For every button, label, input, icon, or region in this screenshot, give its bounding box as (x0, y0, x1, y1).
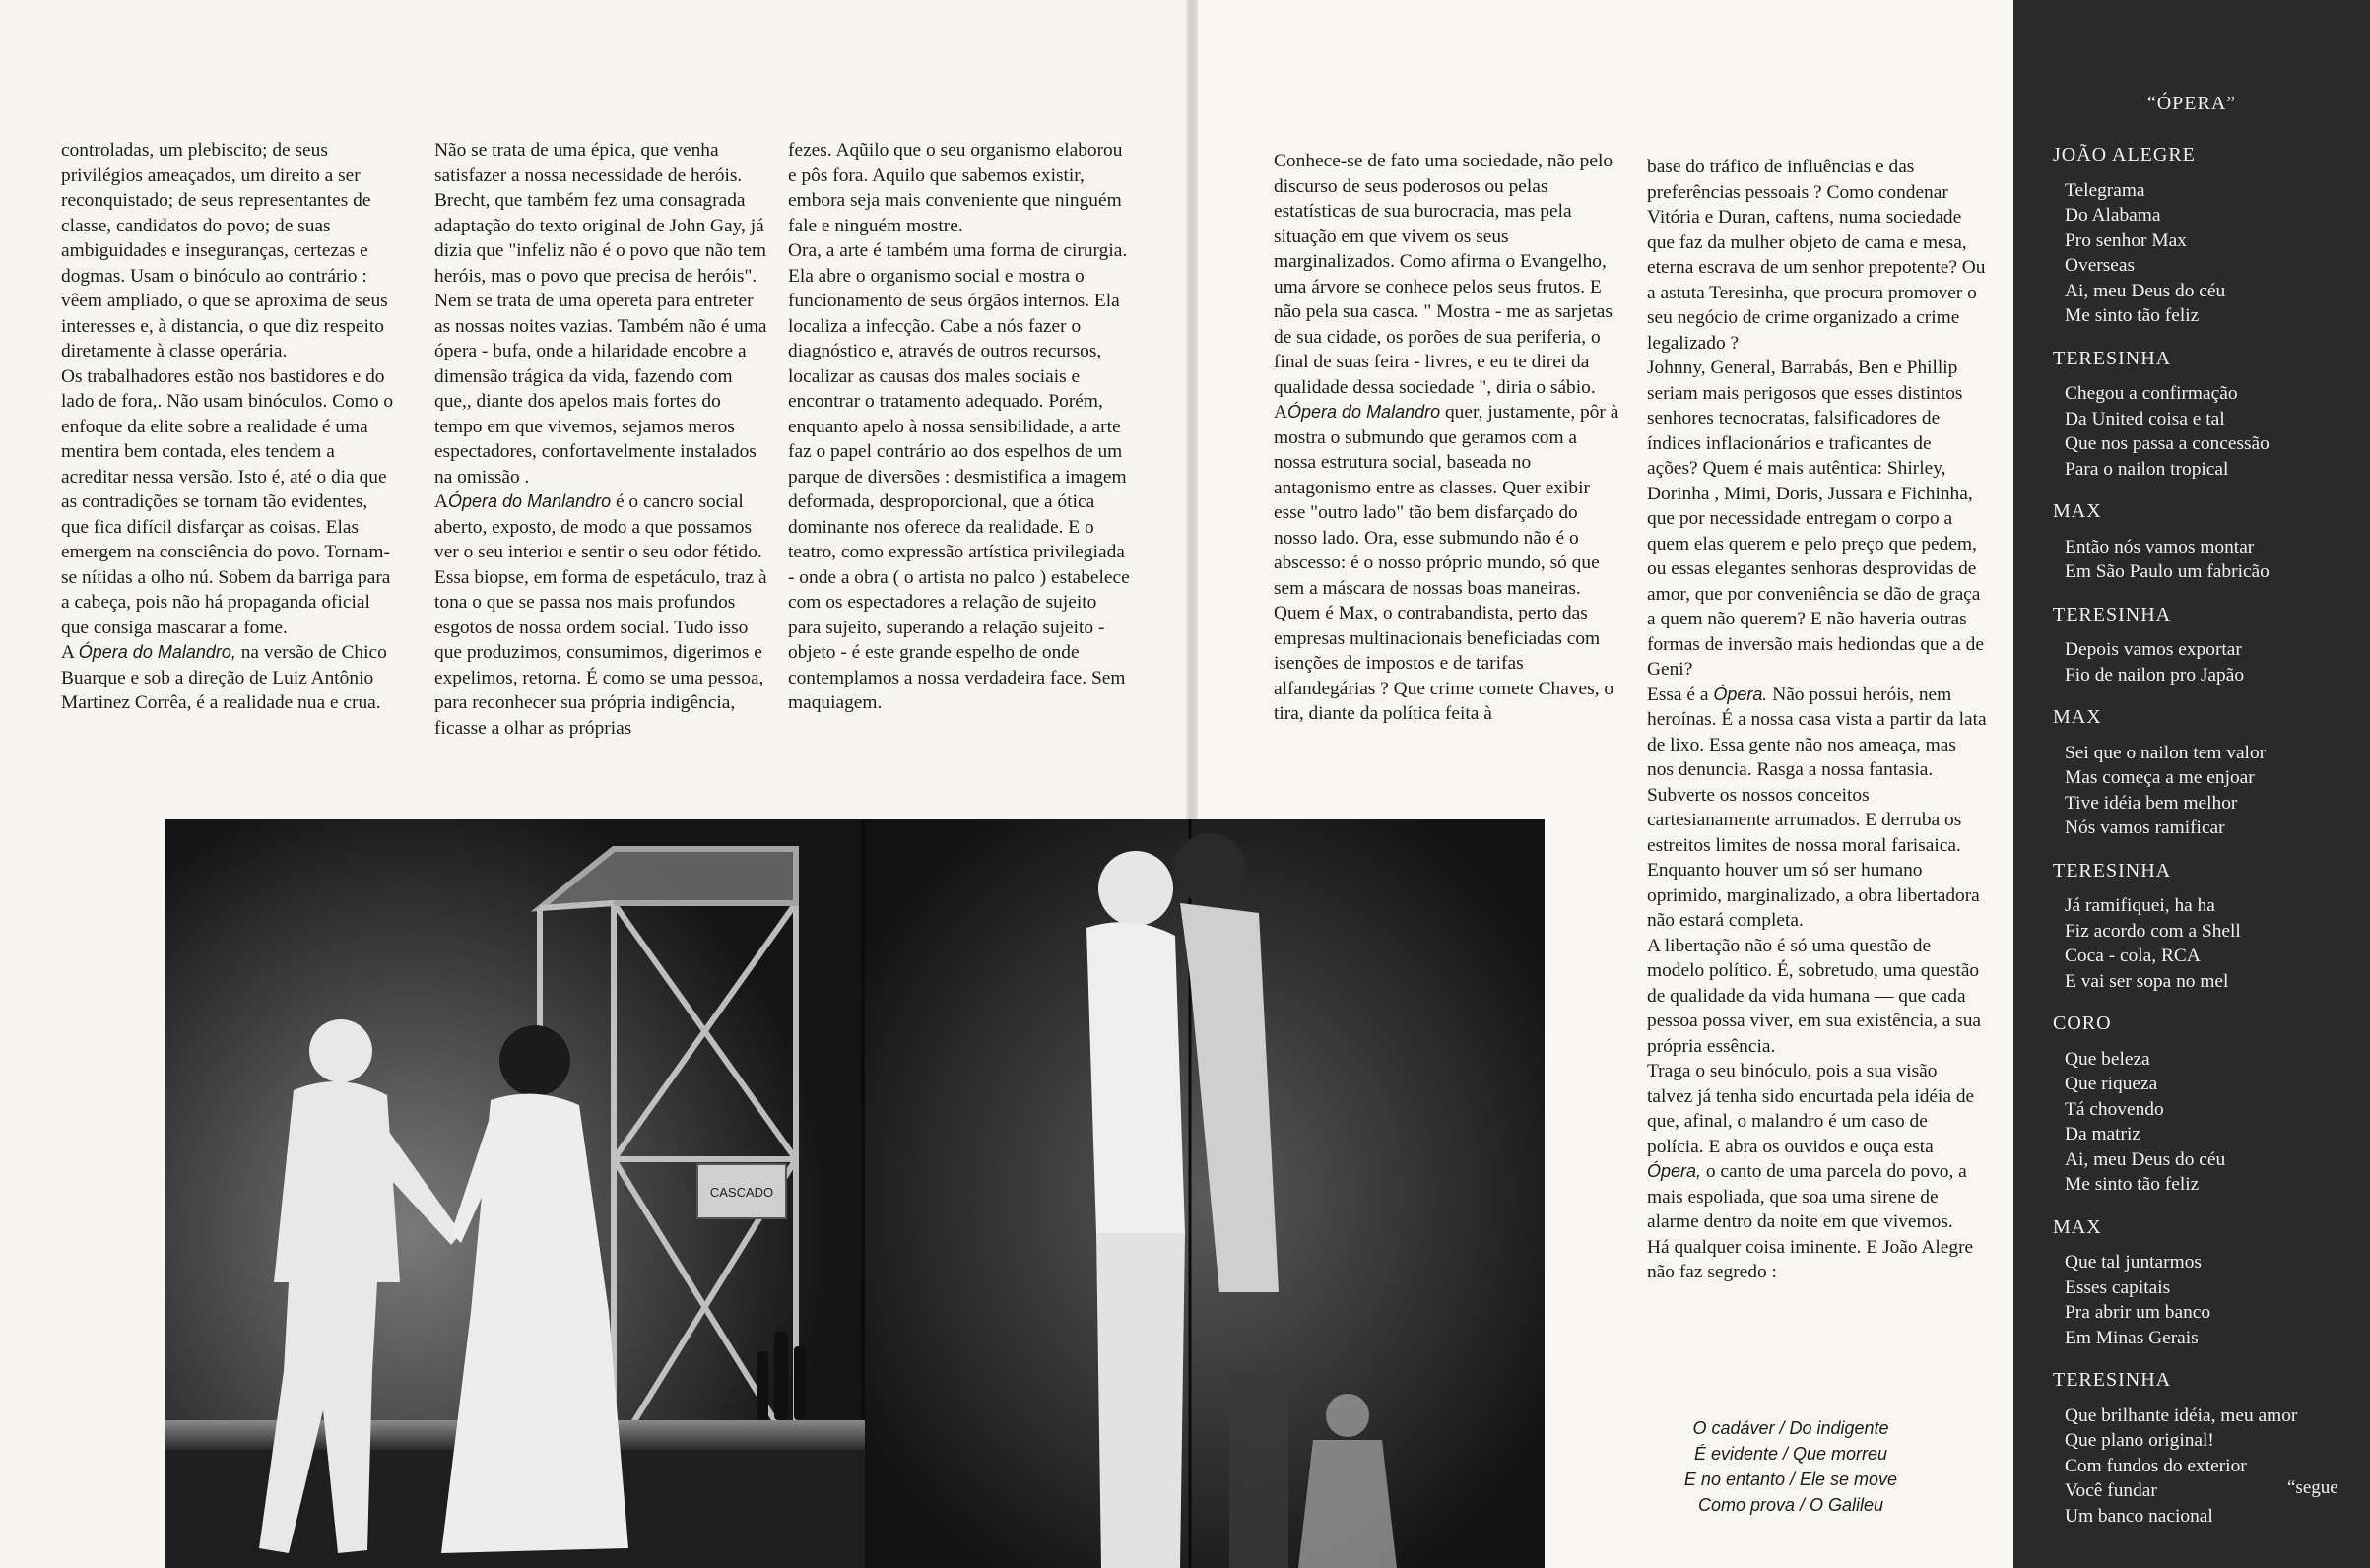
lyric-line: Em São Paulo um fabricão (2065, 561, 2270, 582)
text-column-3 (788, 138, 1133, 716)
paragraph: Johnny, General, Barrabás, Ben e Phillip seriam mais perigosos que esses distintos senhores tecnocratas, falsificadores de índices inflacionários e traficantes de ações? Quem é mais autêntica: Shirley, Dorinha , Mimi, Doris, Jussara e Fichinha, que por necessidade entregam o corpo a quem elas querem e pelo preço que pedem, ou essas elegantes senhoras desprovidas de amor, que por conveniência se dão de graça a quem não querem? E não haveria outras formas de inversão mais hediondas que a de Geni? (1647, 358, 1984, 680)
lyric-line: Que brilhante idéia, meu amor (2065, 1405, 2298, 1426)
lyric-line: Fiz acordo com a Shell (2065, 920, 2241, 942)
lyric-line: Já ramifiquei, ha ha (2065, 895, 2215, 916)
lyric-line: Me sinto tão feliz (2065, 1174, 2200, 1195)
lyrics-block (2053, 705, 2358, 841)
paragraph: Há qualquer coisa iminente. E João Alegre não faz segredo : (1647, 1236, 1974, 1282)
paragraph: Conhece-se de fato uma sociedade, não pelo discurso de seus poderosos ou pelas estatísticas de sua burocracia, mas pela situação em que vivem os seus marginalizados. Como afirma o Evangelho, uma árvore se conhece pelos seus frutos. E não pela sua casca. " Mostra - me as sarjetas de sua cidade, os porões de sua periferia, o final de suas feira - livres, e eu te direi da qualidade dessa sociedade ", diria o sábio. (1274, 151, 1613, 398)
crate-sign-text: CASCADO (709, 1185, 774, 1200)
paragraph: A Ópera do Malandro, na versão de Chico Buarque e sob a direção de Luiz Antônio Martinez Corrêa, é a realidade nua e crua. (61, 642, 387, 713)
poem-line: Como prova / O Galileu (1697, 1495, 1884, 1515)
stage-photo-illustration (165, 819, 1545, 1568)
lyric-line: Ai, meu Deus do céu (2065, 280, 2226, 301)
continued-marker: “segue (2287, 1477, 2338, 1498)
lyric-line: Telegrama (2065, 179, 2145, 201)
lyrics-block (2053, 499, 2358, 585)
paragraph: fezes. Aqũilo que o seu organismo elaborou e pôs fora. Aquilo que sabemos existir, embora seja mais conveniente que ninguém fale e ninguém mostre. (788, 140, 1123, 236)
speaker-name: JOÃO ALEGRE (2053, 144, 2196, 165)
lyric-line: Do Alabama (2065, 205, 2161, 226)
lyric-line: E vai ser sopa no mel (2065, 970, 2229, 992)
paragraph: Essa é a Ópera. Não possui heróis, nem heroínas. É a nossa casa vista a partir da lata de lixo. Essa gente não nos ameaça, mas nos denuncia. Rasga a nossa fantasia. Subverte os nossos conceitos cartesianamente arrumados. E derruba os estreitos limites de nossa moral farisaica. (1647, 684, 1987, 856)
sidebar-lyrics (2053, 143, 2358, 1546)
lyric-line: Em Minas Gerais (2065, 1327, 2199, 1348)
lyric-line: Pro senhor Max (2065, 229, 2187, 251)
speaker-name: MAX (2053, 500, 2102, 522)
paragraph: AÓpera do Malandro quer, justamente, pôr à mostra o submundo que geramos com a nossa estrutura social, baseada no antagonismo entre as classes. Quer exibir esse "outro lado" tão bem disfarçado do nosso lado. Ora, esse submundo não é o abscesso: é o nosso próprio mundo, só que sem a máscara de nossas boas maneiras. Quem é Max, o contrabandista, perto das empresas multinacionais beneficiadas com isenções de impostos e de tarifas alfandegárias ? Que crime comete Chaves, o tira, diante da política feita à (1274, 402, 1619, 724)
lyric-line: Esses capitais (2065, 1276, 2171, 1298)
text-column-5 (1647, 155, 1987, 1285)
paragraph: AÓpera do Manlandro é o cancro social aberto, exposto, de modo a que possamos ver o seu interioı e sentir o seu odor fétido. Essa biopse, em forma de espetáculo, traz à tona o que se passa nos mais profundos esgotos de nossa ordem social. Tudo isso que produzimos, consumimos, digerimos e expelimos, retorna. É como se uma pessoa, para reconhecer sua própria indigência, ficasse a olhar as próprias (434, 491, 767, 739)
lyric-line: Para o nailon tropical (2065, 458, 2229, 480)
lyric-line: Com fundos do exterior (2065, 1455, 2247, 1476)
speaker-name: MAX (2053, 1215, 2102, 1238)
speaker-name: TERESINHA (2053, 347, 2172, 369)
lyric-line: Fio de nailon pro Japão (2065, 664, 2245, 686)
paragraph: Os trabalhadores estão nos bastidores e do lado de fora,. Não usam binóculos. Como o enfoque da elite sobre a realidade é uma mentira bem contada, eles tendem a acreditar nessa versão. Isto é, até o dia que as contradições se tornam tão evidentes, que fica difícil disfarçar as coisas. Elas emergem na consciência do povo. Tornam-se nítidas a olho nú. Sobem da barriga para a cabeça, pois não há propaganda oficial que consiga mascarar a fome. (61, 365, 394, 638)
lyric-line: Chegou a confirmação (2065, 383, 2238, 404)
lyric-line: Pra abrir um banco (2065, 1302, 2211, 1323)
poem-line: É evidente / Que morreu (1693, 1444, 1888, 1464)
lyric-line: Da matriz (2065, 1124, 2140, 1144)
lyric-line: Então nós vamos montar (2065, 536, 2255, 557)
paragraph: Ora, a arte é também uma forma de cirurgia. Ela abre o organismo social e mostra o funcionamento de seus órgãos internos. Ela localiza a infecção. Cabe a nós fazer o diagnóstico e, através de outros recursos, localizar as causas dos males sociais e encontrar o tratamento adequado. Porém, enquanto apelo à nossa sensibilidade, a arte faz o papel contrário ao dos espelhos de um parque de diversões : desmistifica a imagem deformada, desproporcional, que a ótica dominante nos oferece da realidade. E o teatro, como expressão artística privilegiada - onde a obra ( o artista no palco ) estabelece com os espectadores a relação de sujeito para sujeito, superando a relação sujeito - objeto - é este grande espelho de onde contemplamos a nossa verdadeira face. Sem maquiagem. (788, 240, 1130, 713)
lyric-line: Me sinto tão feliz (2065, 305, 2200, 326)
poem-line: E no entanto / Ele se move (1683, 1470, 1898, 1489)
lyrics-block (2053, 859, 2358, 995)
lyrics-block (2053, 603, 2358, 688)
lyric-line: Overseas (2065, 255, 2136, 276)
lyrics-block (2053, 143, 2358, 329)
paragraph: Traga o seu binóculo, pois a sua visão talvez já tenha sido encurtada pela idéia de que, afinal, o malandro é um caso de polícia. E abra os ouvidos e ouça esta Ópera, o canto de uma parcela do povo, a mais espoliada, que soa uma sirene de alarme dentro da noite em que vivemos. (1647, 1061, 1975, 1232)
speaker-name: CORO (2053, 1013, 2112, 1034)
lyric-line: Tá chovendo (2065, 1098, 2164, 1120)
paragraph: Enquanto houver um só ser humano oprimido, marginalizado, a obra libertadora não estará completa. (1647, 860, 1980, 931)
lyric-line: Sei que o nailon tem valor (2065, 742, 2267, 763)
lyric-line: Que plano original! (2065, 1430, 2214, 1451)
paragraph: A libertação não é só uma questão de modelo político. É, sobretudo, uma questão de qualidade da vida humana — que cada pessoa possa viver, em sua existência, a sua própria essência. (1647, 935, 1981, 1057)
paragraph: controladas, um plebiscito; de seus privilégios ameaçados, um direito a ser reconquistado; de seus representantes de classe, candidatos do povo; de suas ambiguidades e inseguranças, certezas e dogmas. Usam o binóculo ao contrário : vêem ampliado, o que se aproxima de seus interesses e, à distancia, o que diz respeito diretamente à classe operária. (61, 140, 388, 361)
lyric-line: Que beleza (2065, 1048, 2150, 1070)
lyrics-block (2053, 1368, 2358, 1529)
lyric-line: Tive idéia bem melhor (2065, 792, 2238, 814)
lyric-line: Depois vamos exportar (2065, 639, 2242, 660)
lyrics-block (2053, 1215, 2358, 1351)
lyric-line: Que nos passa a concessão (2065, 433, 2270, 454)
lyrics-block (2053, 1012, 2358, 1198)
poem-quote (1643, 1415, 1939, 1518)
lyric-line: Que tal juntarmos (2065, 1252, 2202, 1273)
lyric-line: Ai, meu Deus do céu (2065, 1148, 2226, 1170)
lyric-line: Você fundar (2065, 1480, 2157, 1501)
lyric-line: Coca - cola, RCA (2065, 946, 2201, 966)
lyric-line: Que riqueza (2065, 1074, 2158, 1094)
speaker-name: MAX (2053, 706, 2102, 728)
speaker-name: TERESINHA (2053, 603, 2172, 625)
poem-line: O cadáver / Do indigente (1692, 1418, 1889, 1438)
lyric-line: Da United coisa e tal (2065, 408, 2225, 429)
sidebar-title: “ÓPERA” (2146, 93, 2237, 114)
text-column-1 (61, 138, 396, 716)
lyrics-block (2053, 347, 2358, 483)
text-column-4 (1274, 149, 1620, 727)
paragraph: base do tráfico de influências e das preferências pessoais ? Como condenar Vitória e Duran, caftens, numa sociedade que faz da mulher objeto de cama e mesa, eterna escrava de um senhor prepotente? Ou a astuta Teresinha, que procura promover o seu negócio de crime organizado a crime legalizado ? (1647, 157, 1986, 354)
speaker-name: TERESINHA (2053, 1369, 2172, 1391)
stage-photo (165, 819, 1545, 1568)
lyric-line: Mas começa a me enjoar (2065, 767, 2255, 788)
text-column-2 (434, 138, 769, 741)
speaker-name: TERESINHA (2053, 859, 2172, 882)
paragraph: Não se trata de uma épica, que venha satisfazer a nossa necessidade de heróis. Brecht, que também fez uma consagrada adaptação do texto original de John Gay, já dizia que "infeliz não é o povo que não tem heróis, mas o povo que precisa de heróis". Nem se trata de uma opereta para entreter as nossas noites vazias. Também não é uma ópera - bufa, onde a hilaridade encobre a dimensão trágica da vida, fazendo com que,, diante dos apelos mais fortes do tempo em que vivemos, sejamos meros espectadores, confortavelmente instalados na omissão . (434, 140, 767, 488)
lyric-line: Um banco nacional (2065, 1505, 2213, 1527)
lyrics-sidebar (2013, 0, 2370, 1568)
lyric-line: Nós vamos ramificar (2065, 817, 2225, 838)
